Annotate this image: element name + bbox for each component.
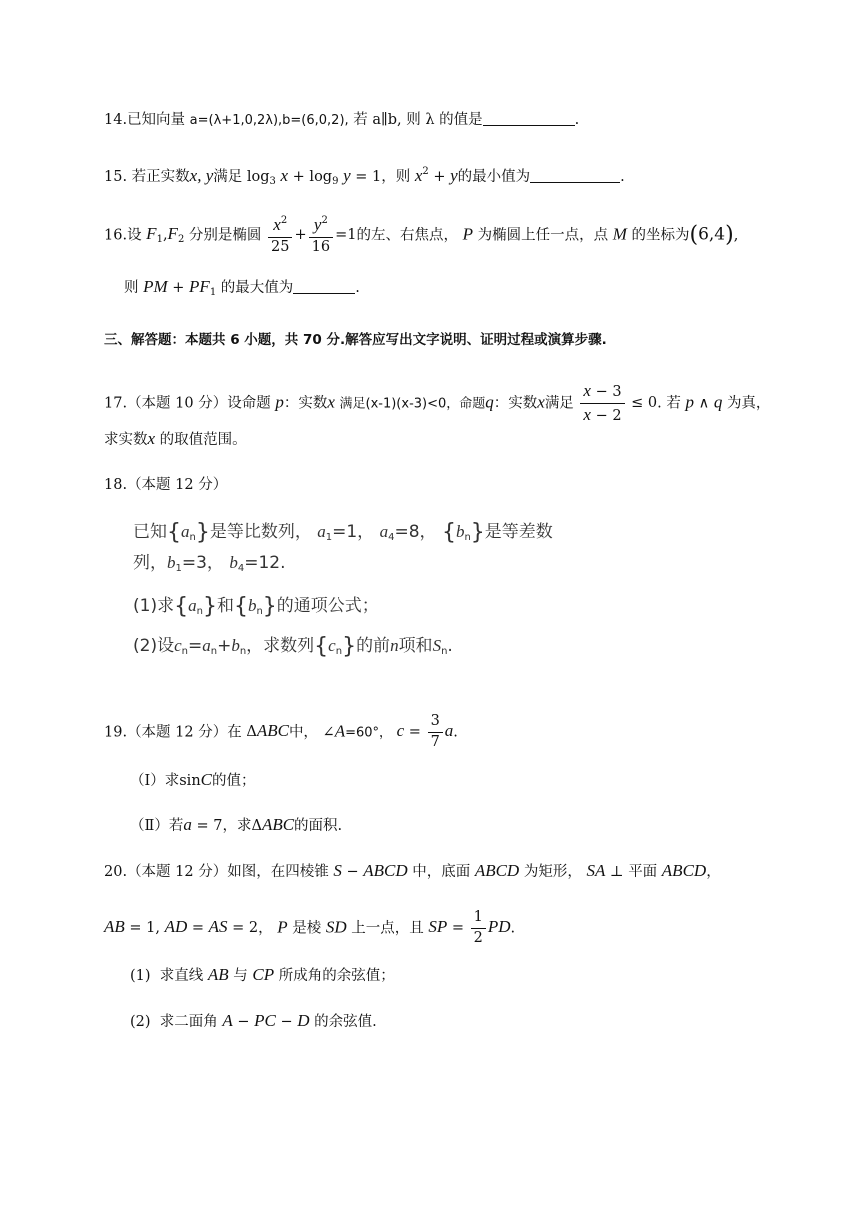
- question-number: 20.: [104, 864, 128, 880]
- sp-relation: SP = $\frac{1}{2}$ PD: [428, 909, 511, 946]
- question-20-part-2: (2) 求二面角 A − PC − D 的余弦值.: [130, 1011, 377, 1030]
- ellipse-equation: $\frac{x^2}{25}$ + $\frac{y^2}{16}$ =1: [266, 227, 356, 243]
- vector-definition: a=(λ+1,0,2λ),b=(6,0,2),: [189, 113, 349, 128]
- answer-blank[interactable]: [293, 293, 355, 294]
- question-number: 17.: [104, 395, 128, 412]
- question-17: 17.（本题 10 分）设命题 p：实数x 满足(x-1)(x-3)<0，命题q：实数x满足 $\frac{x - 3}{x - 2}$ ≤ 0. 若 p ∧ q 为真，: [104, 381, 771, 424]
- target-expression: $x^2 + y$: [414, 166, 458, 185]
- question-number: 19.: [104, 724, 128, 741]
- section-heading: 三、解答题：本题共 6 小题，共 70 分.解答应写出文字说明、证明过程或演算步骤.: [104, 332, 607, 348]
- question-15: 15. 若正实数x, y满足 $\log_3 x + \log_9 y = 1$，则 $x^2 + y$的最小值为 .: [104, 166, 625, 187]
- question-number: 18.: [104, 477, 128, 493]
- triangle-abc: ΔABC: [246, 721, 289, 741]
- inequality-fraction: $\frac{x - 3}{x - 2}$ ≤ 0: [578, 395, 657, 411]
- score: （本题 12 分）: [127, 477, 228, 493]
- score: （本题 12 分）: [127, 864, 228, 880]
- question-number: 15.: [104, 169, 128, 185]
- question-18: [104, 478, 227, 493]
- sum-expression: PM + $PF_1$: [143, 277, 217, 298]
- score: （本题 12 分）: [127, 724, 228, 741]
- answer-blank[interactable]: [483, 125, 575, 126]
- question-20-line-2: AB = 1, AD = AS = 2， P 是棱 SD 上一点，且 SP = $\frac{1}{2}$ PD.: [104, 909, 516, 946]
- answer-blank[interactable]: [530, 182, 620, 183]
- foci: $F_1,F_2$: [146, 224, 185, 246]
- question-19-part-1: （Ⅰ）求sinC的值；: [130, 770, 256, 789]
- question-14: 14.已知向量 a=(λ+1,0,2λ),b=(6,0,2), 若 a∥b, 则 λ 的值是 .: [104, 112, 580, 128]
- question-number: 14.: [104, 112, 128, 128]
- lengths: AB = 1, AD = AS = 2: [104, 917, 259, 937]
- question-20-part-1: (1) 求直线 AB 与 CP 所成角的余弦值；: [130, 965, 395, 984]
- question-16-line-2: 则 PM + $PF_1$ 的最大值为 .: [124, 277, 360, 298]
- question-17-line-2: 求实数x 的取值范围。: [104, 429, 247, 448]
- question-19-part-2: （Ⅱ）若a = 7，求ΔABC的面积.: [130, 815, 343, 834]
- question-19: 19.（本题 12 分）在 ΔABC中， ∠A=60°， c = $\frac{3}{7}$ a.: [104, 713, 458, 750]
- point-coordinates: 6,4: [698, 224, 726, 245]
- log-equation: $\log_3 x + \log_9 y = 1$: [246, 166, 382, 187]
- score: （本题 10 分）: [127, 395, 228, 412]
- question-number: 16.: [104, 227, 128, 244]
- side-relation: c = $\frac{3}{7}$ a: [396, 713, 454, 750]
- question-20: 20.（本题 12 分）如图，在四棱锥 S − ABCD 中，底面 ABCD 为矩形， SA ⊥ 平面 ABCD，: [104, 861, 721, 880]
- question-16: 16.设 $F_1,F_2$ 分别是椭圆 $\frac{x^2}{25}$ + $\frac{y^2}{16}$ =1的左、右焦点， P 为椭圆上任一点，点 M 的坐标为(6,4),: [104, 215, 739, 255]
